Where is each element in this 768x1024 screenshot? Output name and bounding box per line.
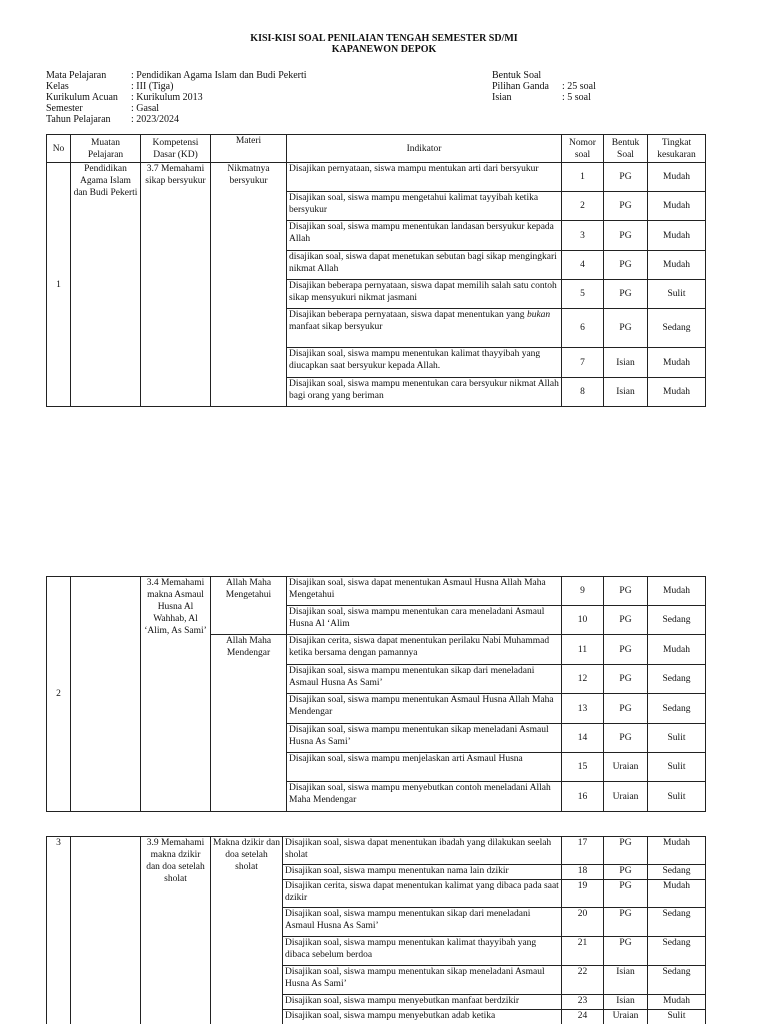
bentuk-cell: Uraian <box>604 1010 648 1024</box>
tingkat-cell: Sedang <box>648 865 706 880</box>
indikator-cell: Disajikan soal, siswa mampu menentukan landasan bersyukur kepada Allah <box>287 221 562 251</box>
meta-key: Isian <box>492 92 512 103</box>
materi-cell: Makna dzikir dan doa setelah sholat <box>211 837 283 1024</box>
indikator-cell: disajikan soal, siswa dapat menetukan sebutan bagi sikap mengingkari nikmat Allah <box>287 251 562 280</box>
col-header-nomor: Nomor soal <box>562 135 604 163</box>
bentuk-cell: PG <box>604 694 648 724</box>
nomor-cell: 1 <box>562 163 604 192</box>
bentuk-cell: PG <box>604 837 648 865</box>
materi-cell: Nikmatnya bersyukur <box>211 163 287 407</box>
materi-cell: Allah Maha Mengetahui <box>211 577 287 635</box>
nomor-cell: 4 <box>562 251 604 280</box>
nomor-cell: 20 <box>562 908 604 937</box>
nomor-cell: 11 <box>562 635 604 665</box>
indikator-cell: Disajikan soal, siswa mampu menentukan kalimat thayyibah yang dibaca sebelum berdoa <box>283 937 562 966</box>
bentuk-cell: PG <box>604 865 648 880</box>
bentuk-cell: PG <box>604 937 648 966</box>
bentuk-cell: PG <box>604 221 648 251</box>
indikator-cell: Disajikan cerita, siswa dapat menentukan kalimat yang dibaca pada saat dzikir <box>283 880 562 908</box>
nomor-cell: 24 <box>562 1010 604 1024</box>
table-row <box>47 837 706 865</box>
nomor-cell: 22 <box>562 966 604 995</box>
tingkat-cell: Sedang <box>648 966 706 995</box>
meta-value: : Kurikulum 2013 <box>131 92 203 103</box>
indikator-cell: Disajikan soal, siswa mampu menentukan nama lain dzikir <box>283 865 562 880</box>
kd-cell: 3.7 Memahami sikap bersyukur <box>141 163 211 407</box>
tingkat-cell: Mudah <box>648 163 706 192</box>
nomor-cell: 18 <box>562 865 604 880</box>
indikator-text: Disajikan beberapa pernyataan, siswa dapat menentukan yang <box>289 310 527 320</box>
indikator-emphasis: bukan <box>526 310 551 320</box>
table-row <box>47 577 706 606</box>
indikator-cell: Disajikan soal, siswa mampu menentukan sikap meneladani Asmaul Husna As Sami’ <box>283 966 562 995</box>
indikator-cell: Disajikan pernyataan, siswa mampu mentukan arti dari bersyukur <box>287 163 562 192</box>
kisi-table-2 <box>46 576 706 812</box>
tingkat-cell: Sedang <box>648 694 706 724</box>
indikator-cell: Disajikan soal, siswa mampu menyebutkan manfaat berdzikir <box>283 995 562 1010</box>
tingkat-cell: Mudah <box>648 837 706 865</box>
tingkat-cell: Sedang <box>648 606 706 635</box>
meta-key: Semester <box>46 103 83 114</box>
tingkat-cell: Sulit <box>648 724 706 753</box>
col-header-no: No <box>47 135 71 163</box>
bentuk-cell: Isian <box>604 378 648 407</box>
row-number: 1 <box>47 163 71 407</box>
tingkat-cell: Sedang <box>648 309 706 348</box>
tingkat-cell: Sulit <box>648 782 706 812</box>
tingkat-cell: Sedang <box>648 665 706 694</box>
muatan-cell: Pendidikan Agama Islam dan Budi Pekerti <box>71 163 141 407</box>
meta-value: : 5 soal <box>562 92 591 103</box>
bentuk-cell: PG <box>604 192 648 221</box>
bentuk-cell: PG <box>604 163 648 192</box>
indikator-cell: Disajikan soal, siswa mampu menjelaskan arti Asmaul Husna <box>287 753 562 782</box>
nomor-cell: 9 <box>562 577 604 606</box>
row-number: 2 <box>47 577 71 812</box>
meta-left <box>46 70 307 125</box>
bentuk-cell: PG <box>604 665 648 694</box>
bentuk-cell: PG <box>604 309 648 348</box>
nomor-cell: 23 <box>562 995 604 1010</box>
bentuk-cell: Isian <box>604 348 648 378</box>
meta-key: Kelas <box>46 81 69 92</box>
bentuk-cell: PG <box>604 251 648 280</box>
kd-cell: 3.9 Memahami makna dzikir dan doa setelah sholat <box>141 837 211 1024</box>
nomor-cell: 3 <box>562 221 604 251</box>
nomor-cell: 13 <box>562 694 604 724</box>
meta-row <box>46 103 307 114</box>
meta-key: Pilihan Ganda <box>492 81 549 92</box>
nomor-cell: 6 <box>562 309 604 348</box>
bentuk-cell: PG <box>604 577 648 606</box>
nomor-cell: 16 <box>562 782 604 812</box>
col-header-bentuk: Bentuk Soal <box>604 135 648 163</box>
nomor-cell: 10 <box>562 606 604 635</box>
bentuk-cell: PG <box>604 908 648 937</box>
tingkat-cell: Mudah <box>648 995 706 1010</box>
indikator-cell: Disajikan beberapa pernyataan, siswa dapat memilih salah satu contoh sikap mensyukuri nikmat jasmani <box>287 280 562 309</box>
meta-row <box>492 81 596 92</box>
nomor-cell: 5 <box>562 280 604 309</box>
meta-value: : 2023/2024 <box>131 114 180 125</box>
tingkat-cell: Mudah <box>648 251 706 280</box>
nomor-cell: 2 <box>562 192 604 221</box>
indikator-cell: Disajikan soal, siswa mampu menentukan kalimat thayyibah yang diucapkan saat bersyukur kepada Allah. <box>287 348 562 378</box>
nomor-cell: 15 <box>562 753 604 782</box>
bentuk-cell: PG <box>604 280 648 309</box>
meta-key: Tahun Pelajaran <box>46 114 111 125</box>
indikator-cell: Disajikan cerita, siswa dapat menentukan perilaku Nabi Muhammad ketika bersama dengan pamannya <box>287 635 562 665</box>
nomor-cell: 21 <box>562 937 604 966</box>
nomor-cell: 14 <box>562 724 604 753</box>
muatan-cell <box>71 577 141 812</box>
tingkat-cell: Mudah <box>648 348 706 378</box>
meta-heading: Bentuk Soal <box>492 70 542 81</box>
bentuk-cell: PG <box>604 635 648 665</box>
row-number: 3 <box>47 837 71 1024</box>
indikator-cell: Disajikan soal, siswa dapat menentukan ibadah yang dilakukan seelah sholat <box>283 837 562 865</box>
materi-cell: Allah Maha Mendengar <box>211 635 287 812</box>
col-header-kd: Kompetensi Dasar (KD) <box>141 135 211 163</box>
meta-row <box>46 92 307 103</box>
bentuk-cell: Uraian <box>604 753 648 782</box>
indikator-cell: Disajikan soal, siswa mampu menentukan sikap dari meneladani Asmaul Husna As Sami’ <box>283 908 562 937</box>
kd-cell: 3.4 Memahami makna Asmaul Husna Al Wahhab, Al ‘Alim, As Sami’ <box>141 577 211 812</box>
indikator-cell: Disajikan soal, siswa dapat menentukan Asmaul Husna Allah Maha Mengetahui <box>287 577 562 606</box>
col-header-tingkat: Tingkat kesukaran <box>648 135 706 163</box>
col-header-indikator: Indikator <box>287 135 562 163</box>
tingkat-cell: Sedang <box>648 908 706 937</box>
indikator-cell: Disajikan soal, siswa mampu menyebutkan contoh meneladani Allah Maha Mendengar <box>287 782 562 812</box>
tingkat-cell: Mudah <box>648 577 706 606</box>
kisi-table-3 <box>46 836 706 1024</box>
muatan-cell <box>71 837 141 1024</box>
meta-row <box>46 70 307 81</box>
tingkat-cell: Mudah <box>648 221 706 251</box>
bentuk-cell: PG <box>604 724 648 753</box>
bentuk-cell: Isian <box>604 995 648 1010</box>
col-header-materi: Materi <box>211 135 287 163</box>
nomor-cell: 17 <box>562 837 604 865</box>
tingkat-cell: Sulit <box>648 1010 706 1024</box>
nomor-cell: 7 <box>562 348 604 378</box>
indikator-cell: Disajikan soal, siswa mampu menentukan sikap dari meneladani Asmaul Husna As Sami’ <box>287 665 562 694</box>
indikator-cell: Disajikan soal, siswa mampu menentukan Asmaul Husna Allah Maha Mendengar <box>287 694 562 724</box>
indikator-cell: Disajikan soal, siswa mampu menentukan sikap meneladani Asmaul Husna As Sami’ <box>287 724 562 753</box>
meta-row <box>46 81 307 92</box>
table-row <box>47 163 706 192</box>
header-row <box>47 135 706 163</box>
tingkat-cell: Mudah <box>648 192 706 221</box>
meta-value: : 25 soal <box>562 81 596 92</box>
document-subtitle: KAPANEWON DEPOK <box>331 44 437 55</box>
bentuk-cell: Uraian <box>604 782 648 812</box>
meta-value: : Pendidikan Agama Islam dan Budi Pekerti <box>131 70 307 81</box>
meta-row <box>46 114 307 125</box>
nomor-cell: 19 <box>562 880 604 908</box>
indikator-cell <box>287 309 562 348</box>
bentuk-cell: PG <box>604 606 648 635</box>
tingkat-cell: Mudah <box>648 635 706 665</box>
bentuk-cell: Isian <box>604 966 648 995</box>
tingkat-cell: Mudah <box>648 880 706 908</box>
indikator-cell: Disajikan soal, siswa mampu mengetahui kalimat tayyibah ketika bersyukur <box>287 192 562 221</box>
col-header-muatan: Muatan Pelajaran <box>71 135 141 163</box>
kisi-table-1 <box>46 134 706 407</box>
bentuk-cell: PG <box>604 880 648 908</box>
tingkat-cell: Sedang <box>648 937 706 966</box>
meta-value: : Gasal <box>131 103 160 114</box>
indikator-cell: Disajikan soal, siswa mampu menentukan cara bersyukur nikmat Allah bagi orang yang beriman <box>287 378 562 407</box>
indikator-cell: Disajikan soal, siswa mampu menentukan cara meneladani Asmaul Husna Al ‘Alim <box>287 606 562 635</box>
nomor-cell: 8 <box>562 378 604 407</box>
tingkat-cell: Sulit <box>648 280 706 309</box>
meta-key: Kurikulum Acuan <box>46 92 118 103</box>
indikator-text: manfaat sikap bersyukur <box>289 322 383 332</box>
document-title: KISI-KISI SOAL PENILAIAN TENGAH SEMESTER SD/MI <box>250 33 518 44</box>
meta-key: Mata Pelajaran <box>46 70 107 81</box>
tingkat-cell: Sulit <box>648 753 706 782</box>
tingkat-cell: Mudah <box>648 378 706 407</box>
nomor-cell: 12 <box>562 665 604 694</box>
meta-value: : III (Tiga) <box>131 81 174 92</box>
meta-row <box>492 92 596 103</box>
meta-right <box>492 70 596 103</box>
indikator-cell: Disajikan soal, siswa mampu menyebutkan adab ketika <box>283 1010 562 1024</box>
